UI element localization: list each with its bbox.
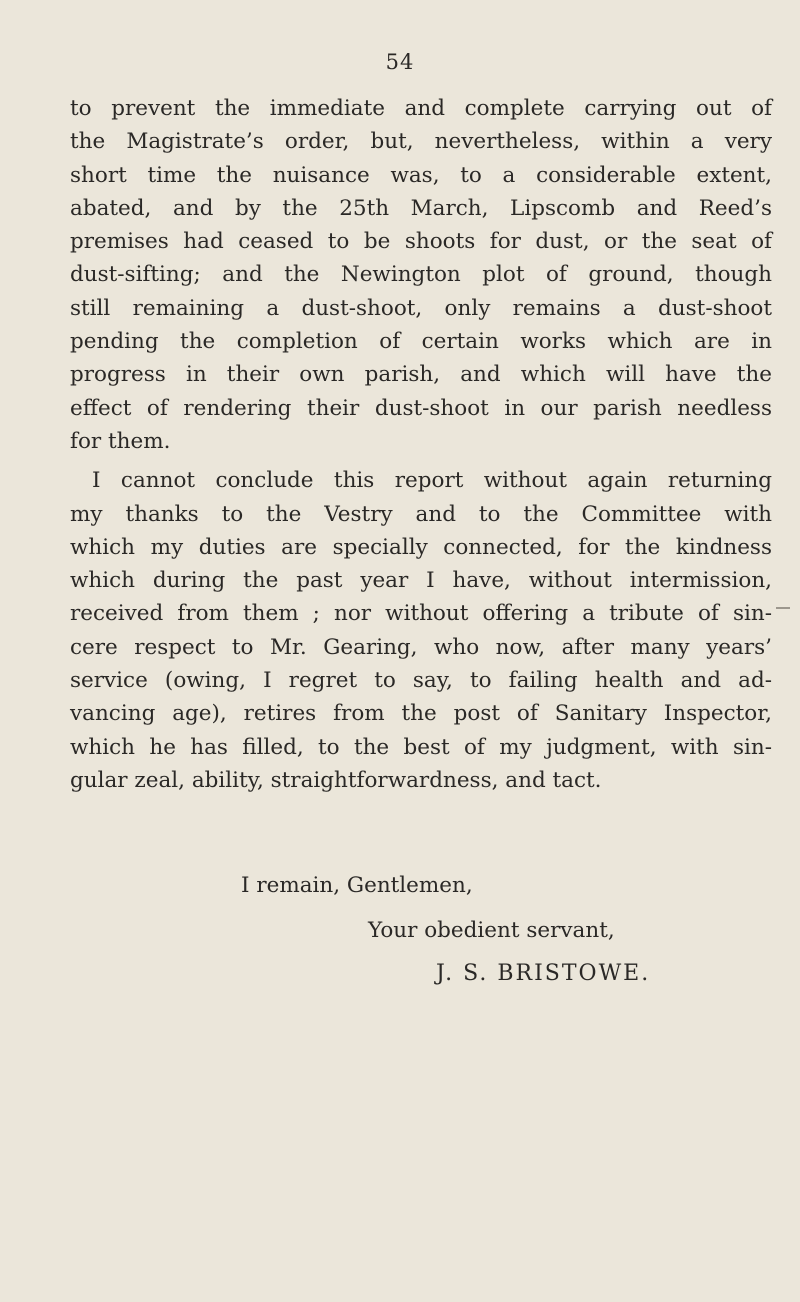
text-line: effect of rendering their dust-shoot in our parish needless: [70, 395, 772, 421]
text-line: the Magistrate’s order, but, nevertheless, within a very: [70, 129, 772, 155]
text-line: short time the nuisance was, to a considerable extent,: [70, 162, 772, 188]
paragraph-1: [70, 92, 772, 458]
text-line: my thanks to the Vestry and to the Committee with: [70, 501, 772, 527]
text-line: which my duties are specially connected, for the kindness: [70, 534, 772, 560]
text-line: progress in their own parish, and which will have the: [70, 362, 772, 388]
closing-line: I remain, Gentlemen,: [241, 873, 473, 898]
text-line: to prevent the immediate and complete carrying out of: [70, 96, 772, 121]
body-text: [70, 92, 772, 797]
text-line: abated, and by the 25th March, Lipscomb and Reed’s: [70, 195, 772, 221]
text-line: which he has filled, to the best of my judgment, with sin-: [70, 734, 772, 760]
text-line: for them.: [70, 428, 171, 454]
text-line: I cannot conclude this report without again returning: [92, 468, 772, 494]
text-line: premises had ceased to be shoots for dust, or the seat of: [70, 229, 772, 255]
valediction-line: Your obedient servant,: [368, 918, 615, 943]
text-line: which during the past year I have, without intermission,: [70, 568, 772, 594]
text-line: received from them ; nor without offering a tribute of sin-: [70, 601, 772, 627]
text-line: still remaining a dust-shoot, only remains a dust-shoot: [70, 295, 772, 321]
text-line: dust-sifting; and the Newington plot of ground, though: [70, 262, 772, 288]
text-line: cere respect to Mr. Gearing, who now, after many years’: [70, 634, 772, 660]
paragraph-2: [70, 464, 772, 797]
signature: J. S. BRISTOWE.: [436, 961, 651, 986]
text-line: vancing age), retires from the post of Sanitary Inspector,: [70, 701, 772, 727]
page-number: 54: [385, 50, 415, 74]
text-line: pending the completion of certain works which are in: [70, 329, 772, 355]
text-line: gular zeal, ability, straightforwardness, and tact.: [70, 767, 602, 793]
margin-mark: [776, 607, 790, 609]
text-line: service (owing, I regret to say, to failing health and ad-: [70, 668, 772, 694]
